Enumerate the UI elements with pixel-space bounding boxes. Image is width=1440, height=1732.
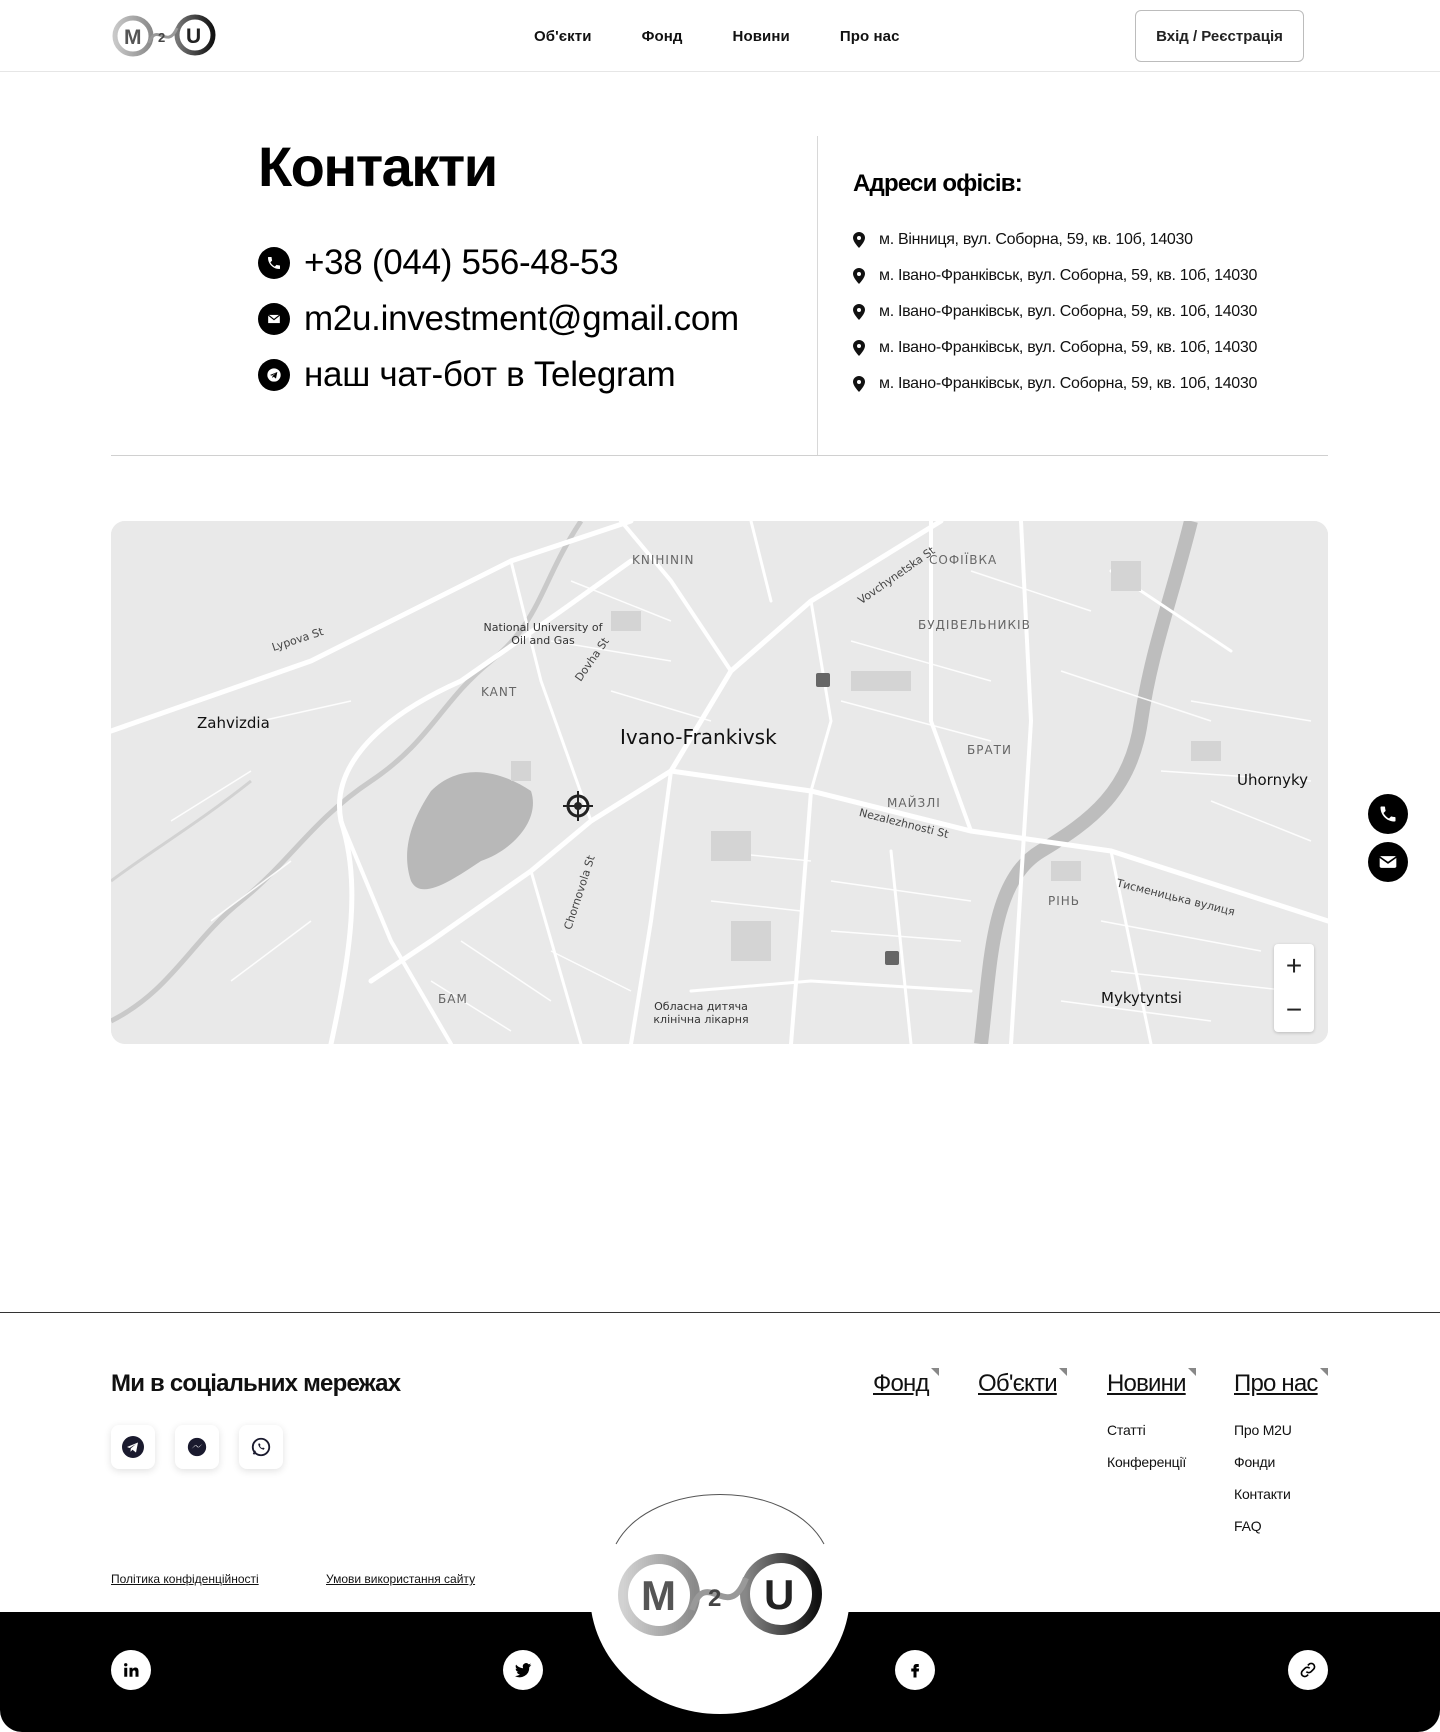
map-label-sofiivka: СОФІЇВКА	[929, 553, 998, 567]
map-label-tysmenytska: Тисменицька вулиця	[1115, 876, 1237, 919]
map[interactable]	[111, 521, 1328, 1044]
address-item	[853, 294, 1313, 330]
email-address: m2u.investment@gmail.com	[304, 299, 739, 338]
social-messenger-button[interactable]	[175, 1425, 219, 1469]
telegram-icon	[121, 1435, 145, 1459]
facebook-icon	[906, 1661, 924, 1679]
twitter-icon	[513, 1660, 533, 1680]
telegram-contact[interactable]	[258, 355, 675, 395]
zoom-in-button[interactable]: +	[1285, 950, 1303, 981]
twitter-button[interactable]	[503, 1650, 543, 1690]
location-pin-icon	[853, 304, 865, 320]
phone-contact[interactable]	[258, 243, 618, 283]
map-label-braty: БРАТИ	[967, 743, 1012, 757]
social-title: Ми в соціальних мережах	[111, 1370, 401, 1397]
mail-icon	[258, 303, 290, 335]
linkedin-button[interactable]	[111, 1650, 151, 1690]
messenger-icon	[186, 1436, 208, 1458]
addresses-title: Адреси офісів:	[853, 170, 1022, 197]
map-label-lypova: Lypova St	[270, 625, 326, 654]
telegram-bot-link: наш чат-бот в Telegram	[304, 355, 676, 394]
footer-link-faq[interactable]: FAQ	[1234, 1518, 1262, 1534]
map-label-vovchynetska: Vovchynetska St	[855, 544, 938, 607]
map-label-budivelnykiv: БУДІВЕЛЬНИКІВ	[918, 618, 1031, 632]
facebook-button[interactable]	[895, 1650, 935, 1690]
zoom-out-button[interactable]: −	[1285, 994, 1303, 1025]
footer-link-contacts[interactable]: Контакти	[1234, 1486, 1291, 1502]
m2u-logo[interactable]	[111, 13, 217, 58]
address-item	[853, 366, 1313, 402]
footer-col-objects[interactable]: Об'єкти	[978, 1370, 1057, 1397]
map-zoom-control	[1274, 944, 1314, 1032]
nav-objects[interactable]: Об'єкти	[534, 27, 592, 45]
address-text: м. Івано-Франківськ, вул. Соборна, 59, кв. 10б, 14030	[879, 339, 1258, 356]
map-label-nezalezhnosti: Nezalezhnosti St	[857, 806, 950, 841]
terms-of-use-link[interactable]: Умови використання сайту	[326, 1572, 476, 1586]
footer-link-articles[interactable]: Статті	[1107, 1422, 1146, 1438]
footer-m2u-logo[interactable]	[614, 1550, 826, 1640]
page-title: Контакти	[258, 135, 497, 198]
link-icon	[1298, 1660, 1318, 1680]
address-text: м. Івано-Франківськ, вул. Соборна, 59, кв. 10б, 14030	[879, 303, 1258, 320]
footer-logo-arc	[612, 1478, 828, 1548]
nav-about[interactable]: Про нас	[839, 27, 900, 45]
map-label-maizli: МАЙЗЛІ	[887, 796, 941, 810]
svg-text:U: U	[186, 25, 202, 48]
footer-link-about-m2u[interactable]: Про M2U	[1234, 1422, 1292, 1438]
footer-link-funds[interactable]: Фонди	[1234, 1454, 1276, 1470]
address-text: м. Івано-Франківськ, вул. Соборна, 59, кв. 10б, 14030	[879, 267, 1258, 284]
telegram-icon	[258, 359, 290, 391]
nav-fund[interactable]: Фонд	[641, 27, 683, 45]
nav-news[interactable]: Новини	[732, 27, 790, 45]
floating-phone-button[interactable]	[1368, 794, 1408, 834]
floating-mail-button[interactable]	[1368, 842, 1408, 882]
footer-col-fund[interactable]: Фонд	[873, 1370, 929, 1397]
address-item	[853, 222, 1313, 258]
address-text: м. Вінниця, вул. Соборна, 59, кв. 10б, 14030	[879, 231, 1193, 248]
map-label-rin: РІНЬ	[1048, 894, 1081, 908]
social-telegram-button[interactable]	[111, 1425, 155, 1469]
phone-icon	[258, 247, 290, 279]
whatsapp-icon	[250, 1436, 272, 1458]
location-pin-icon	[853, 376, 865, 392]
footer-col-news[interactable]: Новини	[1107, 1370, 1186, 1397]
map-label-dovha: Dovha St	[572, 635, 612, 684]
map-label-chornovola: Chornovola St	[561, 853, 598, 932]
map-city-label: Ivano-Frankivsk	[620, 725, 777, 749]
phone-icon	[1378, 804, 1398, 824]
map-label-zahvizdia: Zahvizdia	[197, 714, 270, 732]
svg-text:U: U	[764, 1571, 795, 1618]
address-item	[853, 330, 1313, 366]
address-text: м. Івано-Франківськ, вул. Соборна, 59, кв. 10б, 14030	[879, 375, 1258, 392]
map-label-uhornyky: Uhornyky	[1237, 771, 1308, 789]
map-label-kant: KANT	[481, 685, 518, 699]
svg-text:2: 2	[708, 1585, 722, 1612]
address-item	[853, 258, 1313, 294]
location-pin-icon	[853, 232, 865, 248]
mail-icon	[1378, 852, 1398, 872]
map-roads	[111, 521, 1328, 1044]
contacts-divider	[817, 136, 818, 456]
map-label-hospital: Обласна дитяча клінічна лікарня	[653, 1000, 749, 1026]
svg-text:M: M	[124, 26, 142, 49]
addresses-list	[853, 222, 1313, 402]
main-nav	[534, 0, 950, 72]
map-label-university: National University of Oil and Gas	[483, 621, 603, 647]
linkedin-icon	[122, 1661, 140, 1679]
footer-col-about[interactable]: Про нас	[1234, 1370, 1318, 1397]
privacy-policy-link[interactable]: Політика конфіденційності	[111, 1572, 259, 1586]
site-header	[0, 0, 1440, 72]
location-pin-icon	[853, 340, 865, 356]
link-button[interactable]	[1288, 1650, 1328, 1690]
section-divider	[111, 455, 1328, 456]
map-label-bam: БАМ	[438, 992, 468, 1006]
social-whatsapp-button[interactable]	[239, 1425, 283, 1469]
email-contact[interactable]	[258, 299, 739, 339]
footer-link-conferences[interactable]: Конференції	[1107, 1454, 1187, 1470]
map-label-knihinin: KNIHININ	[632, 553, 695, 567]
location-pin-icon	[853, 268, 865, 284]
login-register-button[interactable]: Вхід / Реєстрація	[1135, 10, 1304, 62]
svg-text:M: M	[641, 1572, 676, 1619]
map-label-mykytyntsi: Mykytyntsi	[1101, 989, 1182, 1007]
footer-divider	[0, 1312, 1440, 1313]
svg-text:2: 2	[158, 30, 166, 45]
phone-number: +38 (044) 556-48-53	[304, 243, 619, 282]
